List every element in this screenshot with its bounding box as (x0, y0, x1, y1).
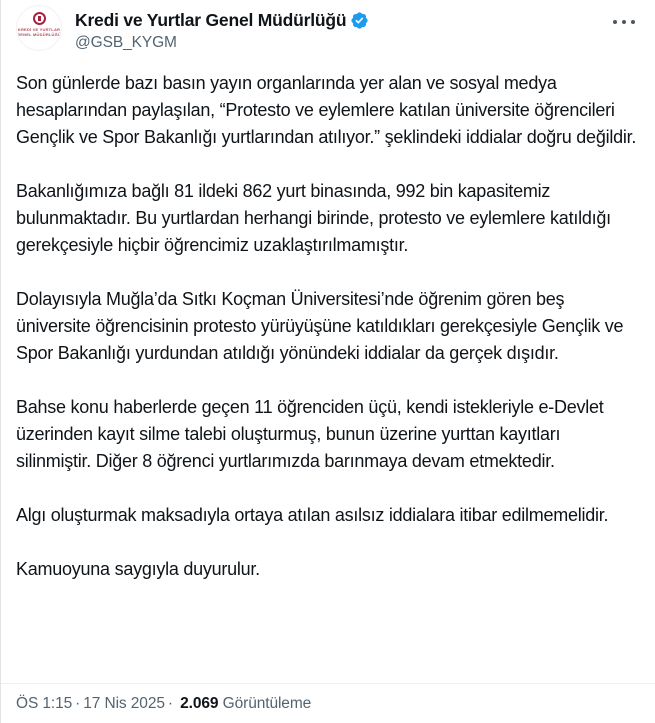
tweet-paragraph: Algı oluşturmak maksadıyla ortaya atılan asılsız iddialara itibar edilmemelidir. (16, 505, 609, 525)
kygm-seal-icon (33, 12, 46, 25)
tweet-date: 17 Nis 2025 (83, 695, 165, 712)
views-link[interactable] (180, 695, 311, 712)
display-name[interactable]: Kredi ve Yurtlar Genel Müdürlüğü (75, 10, 347, 30)
tweet-paragraph: Dolayısıyla Muğla’da Sıtkı Koçman Üniversitesi’nde öğrenim gören beş üniversite öğrencisinin protesto yürüyüşüne katıldıkları gerekçesiyle Gençlik ve Spor Bakanlığı yurdundan atıldığı yönündeki iddialar da gerçek dışıdır. (16, 289, 624, 363)
meta-separator: · (167, 695, 173, 712)
tweet-header (1, 0, 655, 62)
more-dot-icon (613, 20, 617, 24)
tweet-paragraph: Kamuoyuna saygıyla duyurulur. (16, 559, 260, 579)
tweet-text (1, 62, 655, 683)
tweet-meta-bar (1, 683, 655, 723)
avatar[interactable] (16, 5, 62, 51)
more-options-button[interactable] (609, 16, 639, 28)
tweet-paragraph: Bakanlığımıza bağlı 81 ildeki 862 yurt binasında, 992 bin kapasitemiz bulunmaktadır. Bu yurtlardan herhangi birinde, protesto ve eylemlere katıldığı gerekçesiyle hiçbir öğrencimiz uzaklaştırılmamıştır. (16, 181, 611, 255)
avatar-text-line1: KREDİ VE YURTLAR (17, 27, 61, 32)
tweet-paragraph: Son günlerde bazı basın yayın organlarında yer alan ve sosyal medya hesaplarından paylaşılan, “Protesto ve eylemlere katılan üniversite öğrencileri Gençlik ve Spor Bakanlığı yurtlarından atılıyor.” şeklindeki iddialar doğru değildir. (16, 73, 637, 147)
verified-badge-icon (350, 11, 369, 30)
tweet-time: ÖS 1:15 (16, 695, 73, 712)
views-label: Görüntüleme (222, 695, 312, 712)
views-count: 2.069 (180, 695, 219, 712)
author-block (75, 5, 369, 52)
more-dot-icon (631, 20, 635, 24)
avatar-text-line2: GENEL MÜDÜRLÜĞÜ (17, 32, 62, 37)
tweet-paragraph: Bahse konu haberlerde geçen 11 öğrenciden üçü, kendi istekleriyle e-Devlet üzerinden kayıt silme talebi oluşturmuş, bunun üzerine yurttan kayıtları silinmiştir. Diğer 8 öğrenci yurtlarımızda barınmaya devam etmektedir. (16, 397, 604, 471)
more-dot-icon (622, 20, 626, 24)
user-handle[interactable]: @GSB_KYGM (75, 34, 177, 51)
meta-separator: · (75, 695, 81, 712)
